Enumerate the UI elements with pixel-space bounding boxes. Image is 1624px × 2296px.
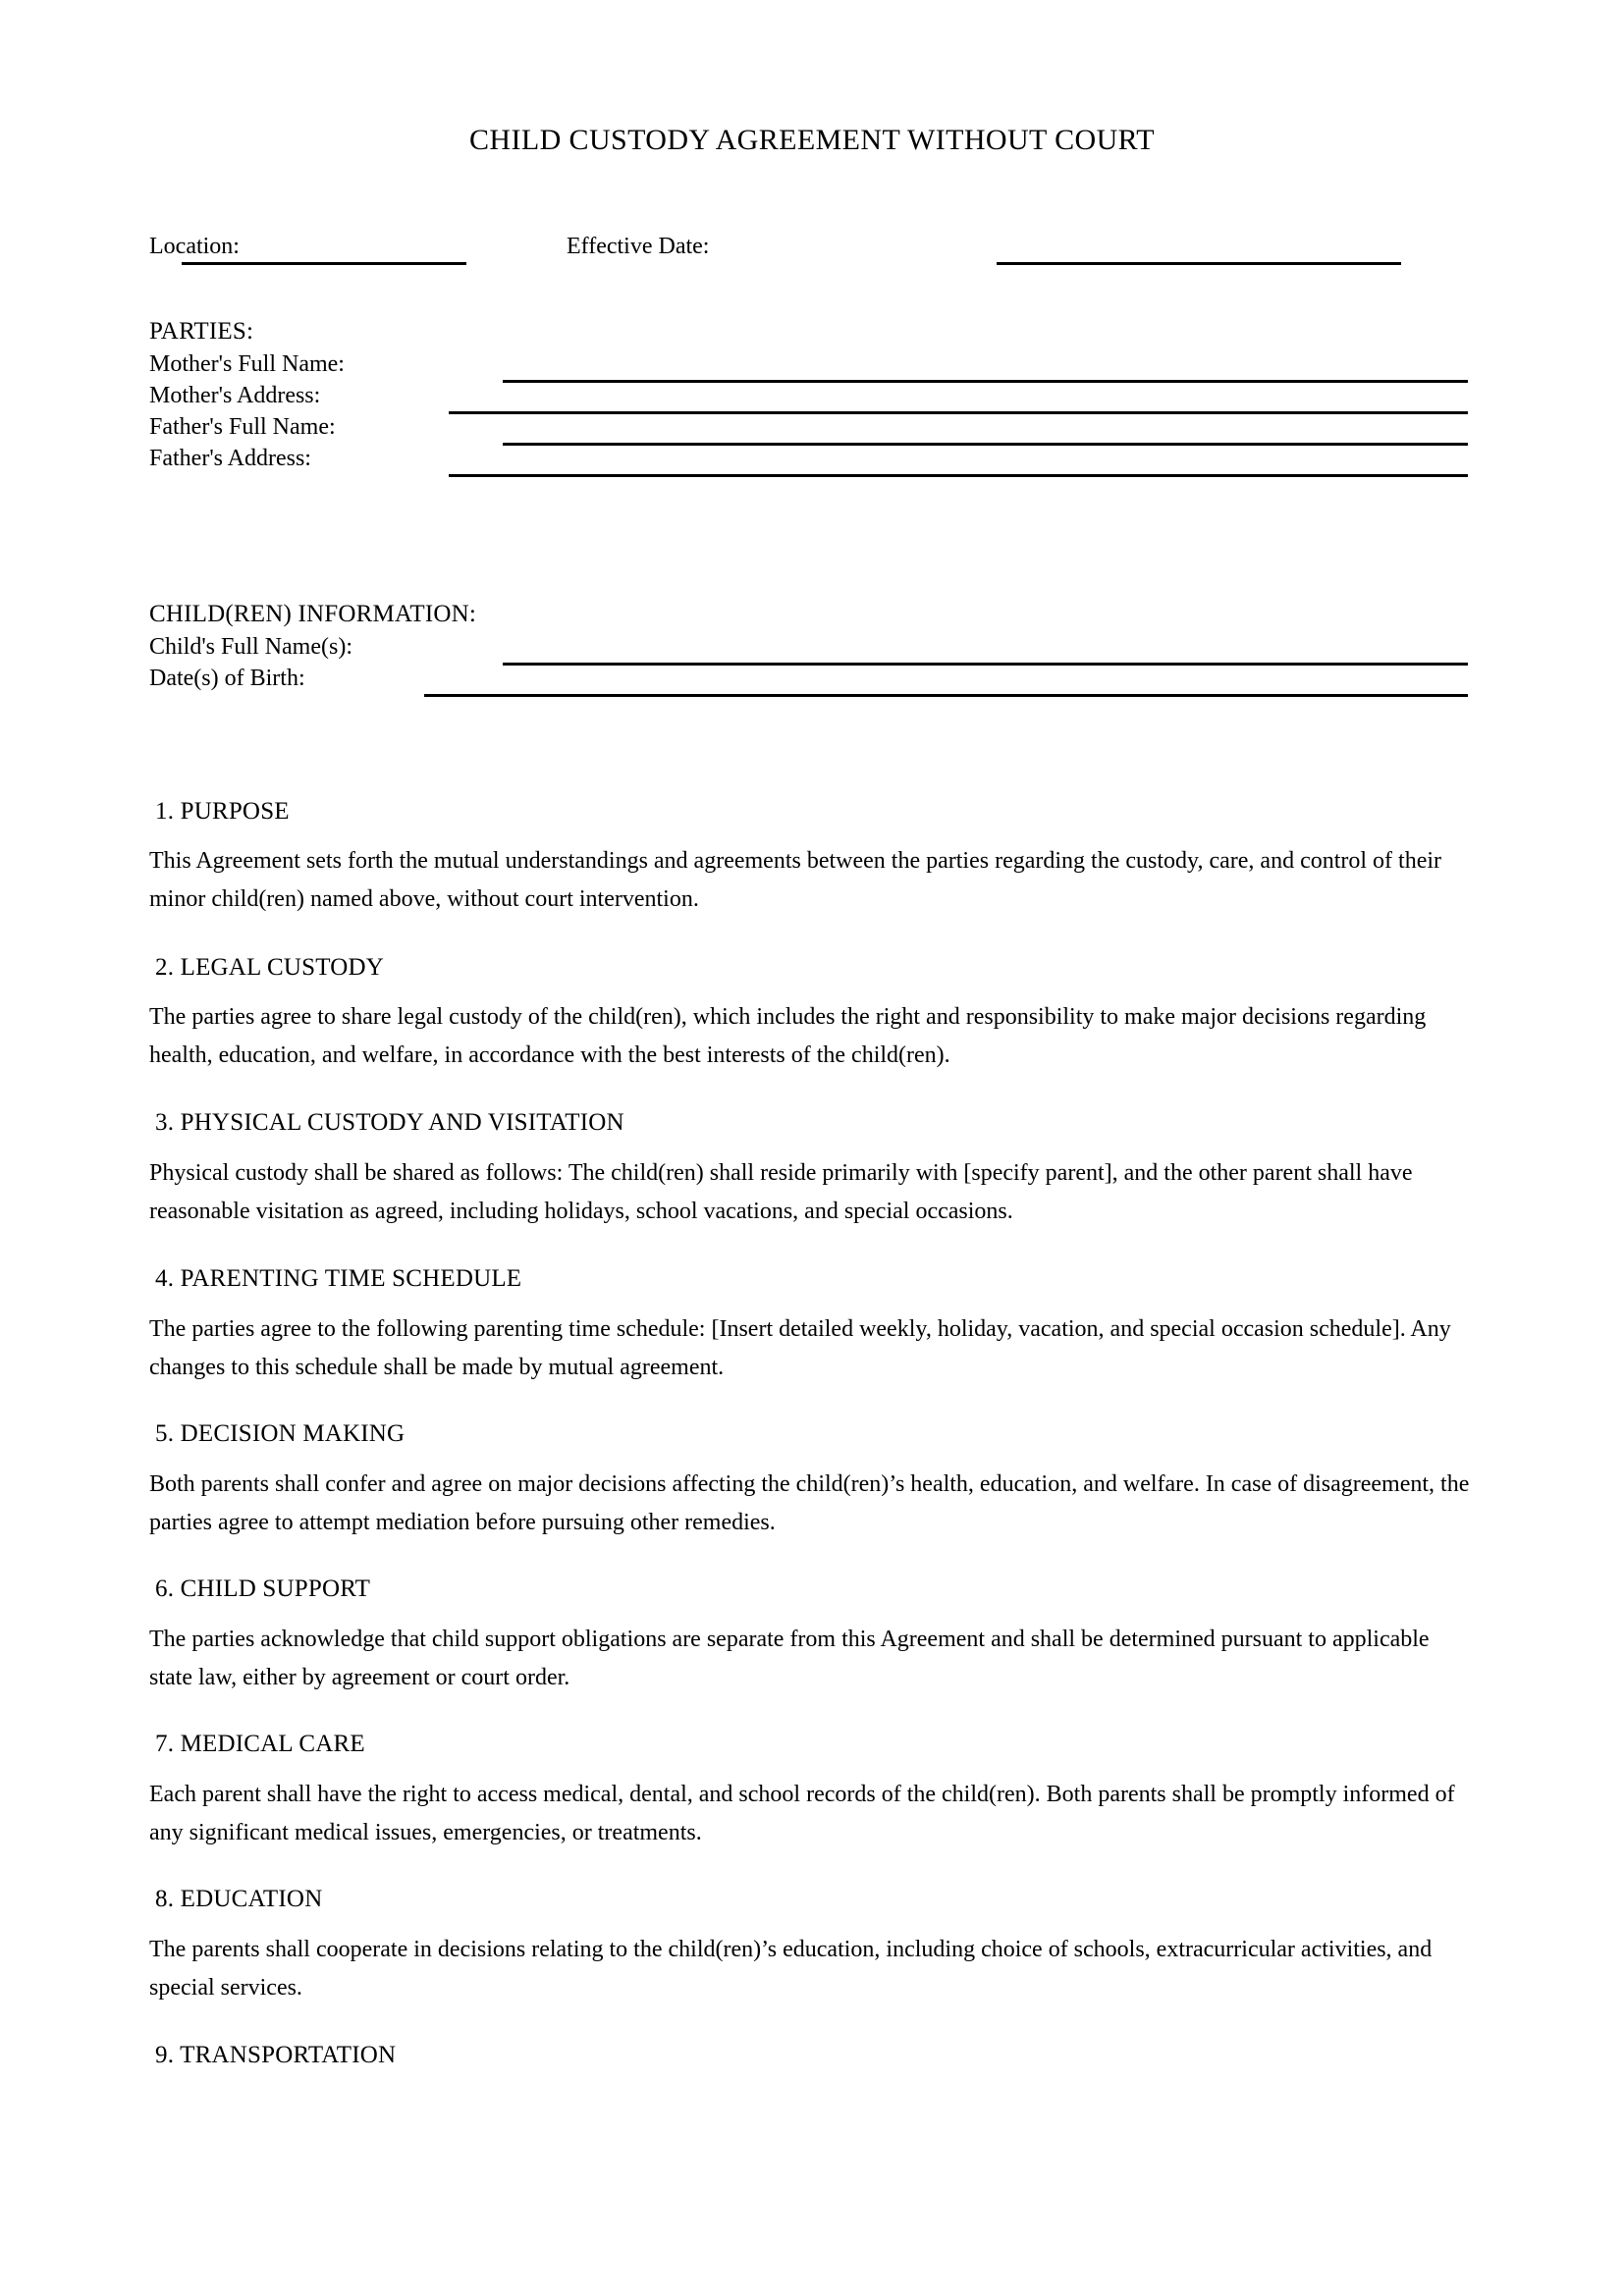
field-row-child-name	[149, 632, 1475, 666]
section-heading-physical-custody-and-visitation: 3. PHYSICAL CUSTODY AND VISITATION	[155, 1109, 624, 1136]
mothers-full-name-label: Mother's Full Name:	[149, 351, 345, 377]
section-heading-child-support: 6. CHILD SUPPORT	[155, 1575, 371, 1602]
fathers-address-input-rule[interactable]	[449, 474, 1468, 477]
page-title: CHILD CUSTODY AGREEMENT WITHOUT COURT	[468, 124, 1155, 156]
field-row-fathers-name	[149, 412, 1475, 446]
section-heading-purpose: 1. PURPOSE	[155, 798, 290, 825]
location-input-rule[interactable]	[182, 262, 466, 265]
section-heading-parenting-time-schedule: 4. PARENTING TIME SCHEDULE	[155, 1265, 522, 1292]
dates-of-birth-input-rule[interactable]	[424, 694, 1468, 697]
section-body-physical-custody-and-visitation: Physical custody shall be shared as follows: The child(ren) shall reside primarily with [specify parent], and the other parent shall have reasonable visitation as agreed, including holidays, school vacations, and special occasions.	[149, 1160, 1413, 1224]
section-heading-transportation: 9. TRANSPORTATION	[155, 2042, 397, 2068]
section-body-child-support: The parties acknowledge that child support obligations are separate from this Agreement and shall be determined pursuant to applicable state law, either by agreement or court order.	[149, 1627, 1430, 1690]
section-heading-medical-care: 7. MEDICAL CARE	[155, 1731, 365, 1757]
parties-heading: PARTIES:	[149, 318, 254, 345]
children-information-heading: CHILD(REN) INFORMATION:	[149, 601, 477, 627]
field-row-child-dob	[149, 664, 1475, 697]
section-heading-education: 8. EDUCATION	[155, 1886, 323, 1912]
effective-date-label: Effective Date:	[567, 234, 710, 259]
section-heading-decision-making: 5. DECISION MAKING	[155, 1420, 406, 1447]
fathers-full-name-label: Father's Full Name:	[149, 414, 336, 440]
section-body-legal-custody: The parties agree to share legal custody of the child(ren), which includes the right and responsibility to make major decisions regarding health, education, and welfare, in accordance with the best interests of the child(ren).	[149, 1004, 1427, 1068]
mothers-address-label: Mother's Address:	[149, 383, 321, 408]
fathers-address-label: Father's Address:	[149, 446, 311, 471]
section-body-parenting-time-schedule: The parties agree to the following parenting time schedule: [Insert detailed weekly, holiday, vacation, and special occasion schedule]. Any changes to this schedule shall be made by mutual agreement.	[149, 1316, 1451, 1380]
section-body-education: The parents shall cooperate in decisions relating to the child(ren)’s education, including choice of schools, extracurricular activities, and special services.	[149, 1937, 1433, 2001]
field-row-fathers-address	[149, 444, 1475, 477]
field-row-mothers-address	[149, 381, 1475, 414]
effective-date-input-rule[interactable]	[997, 262, 1401, 265]
section-body-medical-care: Each parent shall have the right to access medical, dental, and school records of the child(ren). Both parents shall be promptly informed of any significant medical issues, emergencies, or treatments.	[149, 1782, 1455, 1845]
childs-full-names-label: Child's Full Name(s):	[149, 634, 352, 660]
section-body-decision-making: Both parents shall confer and agree on major decisions affecting the child(ren)’s health, education, and welfare. In case of disagreement, the parties agree to attempt mediation before pursuing other remedies.	[149, 1471, 1470, 1535]
location-label: Location:	[149, 234, 240, 259]
section-body-purpose: This Agreement sets forth the mutual understandings and agreements between the parties regarding the custody, care, and control of their minor child(ren) named above, without court intervention.	[149, 848, 1442, 912]
section-heading-legal-custody: 2. LEGAL CUSTODY	[155, 954, 385, 981]
dates-of-birth-label: Date(s) of Birth:	[149, 666, 305, 691]
header-field-row	[149, 232, 1475, 265]
field-row-mothers-name	[149, 349, 1475, 383]
